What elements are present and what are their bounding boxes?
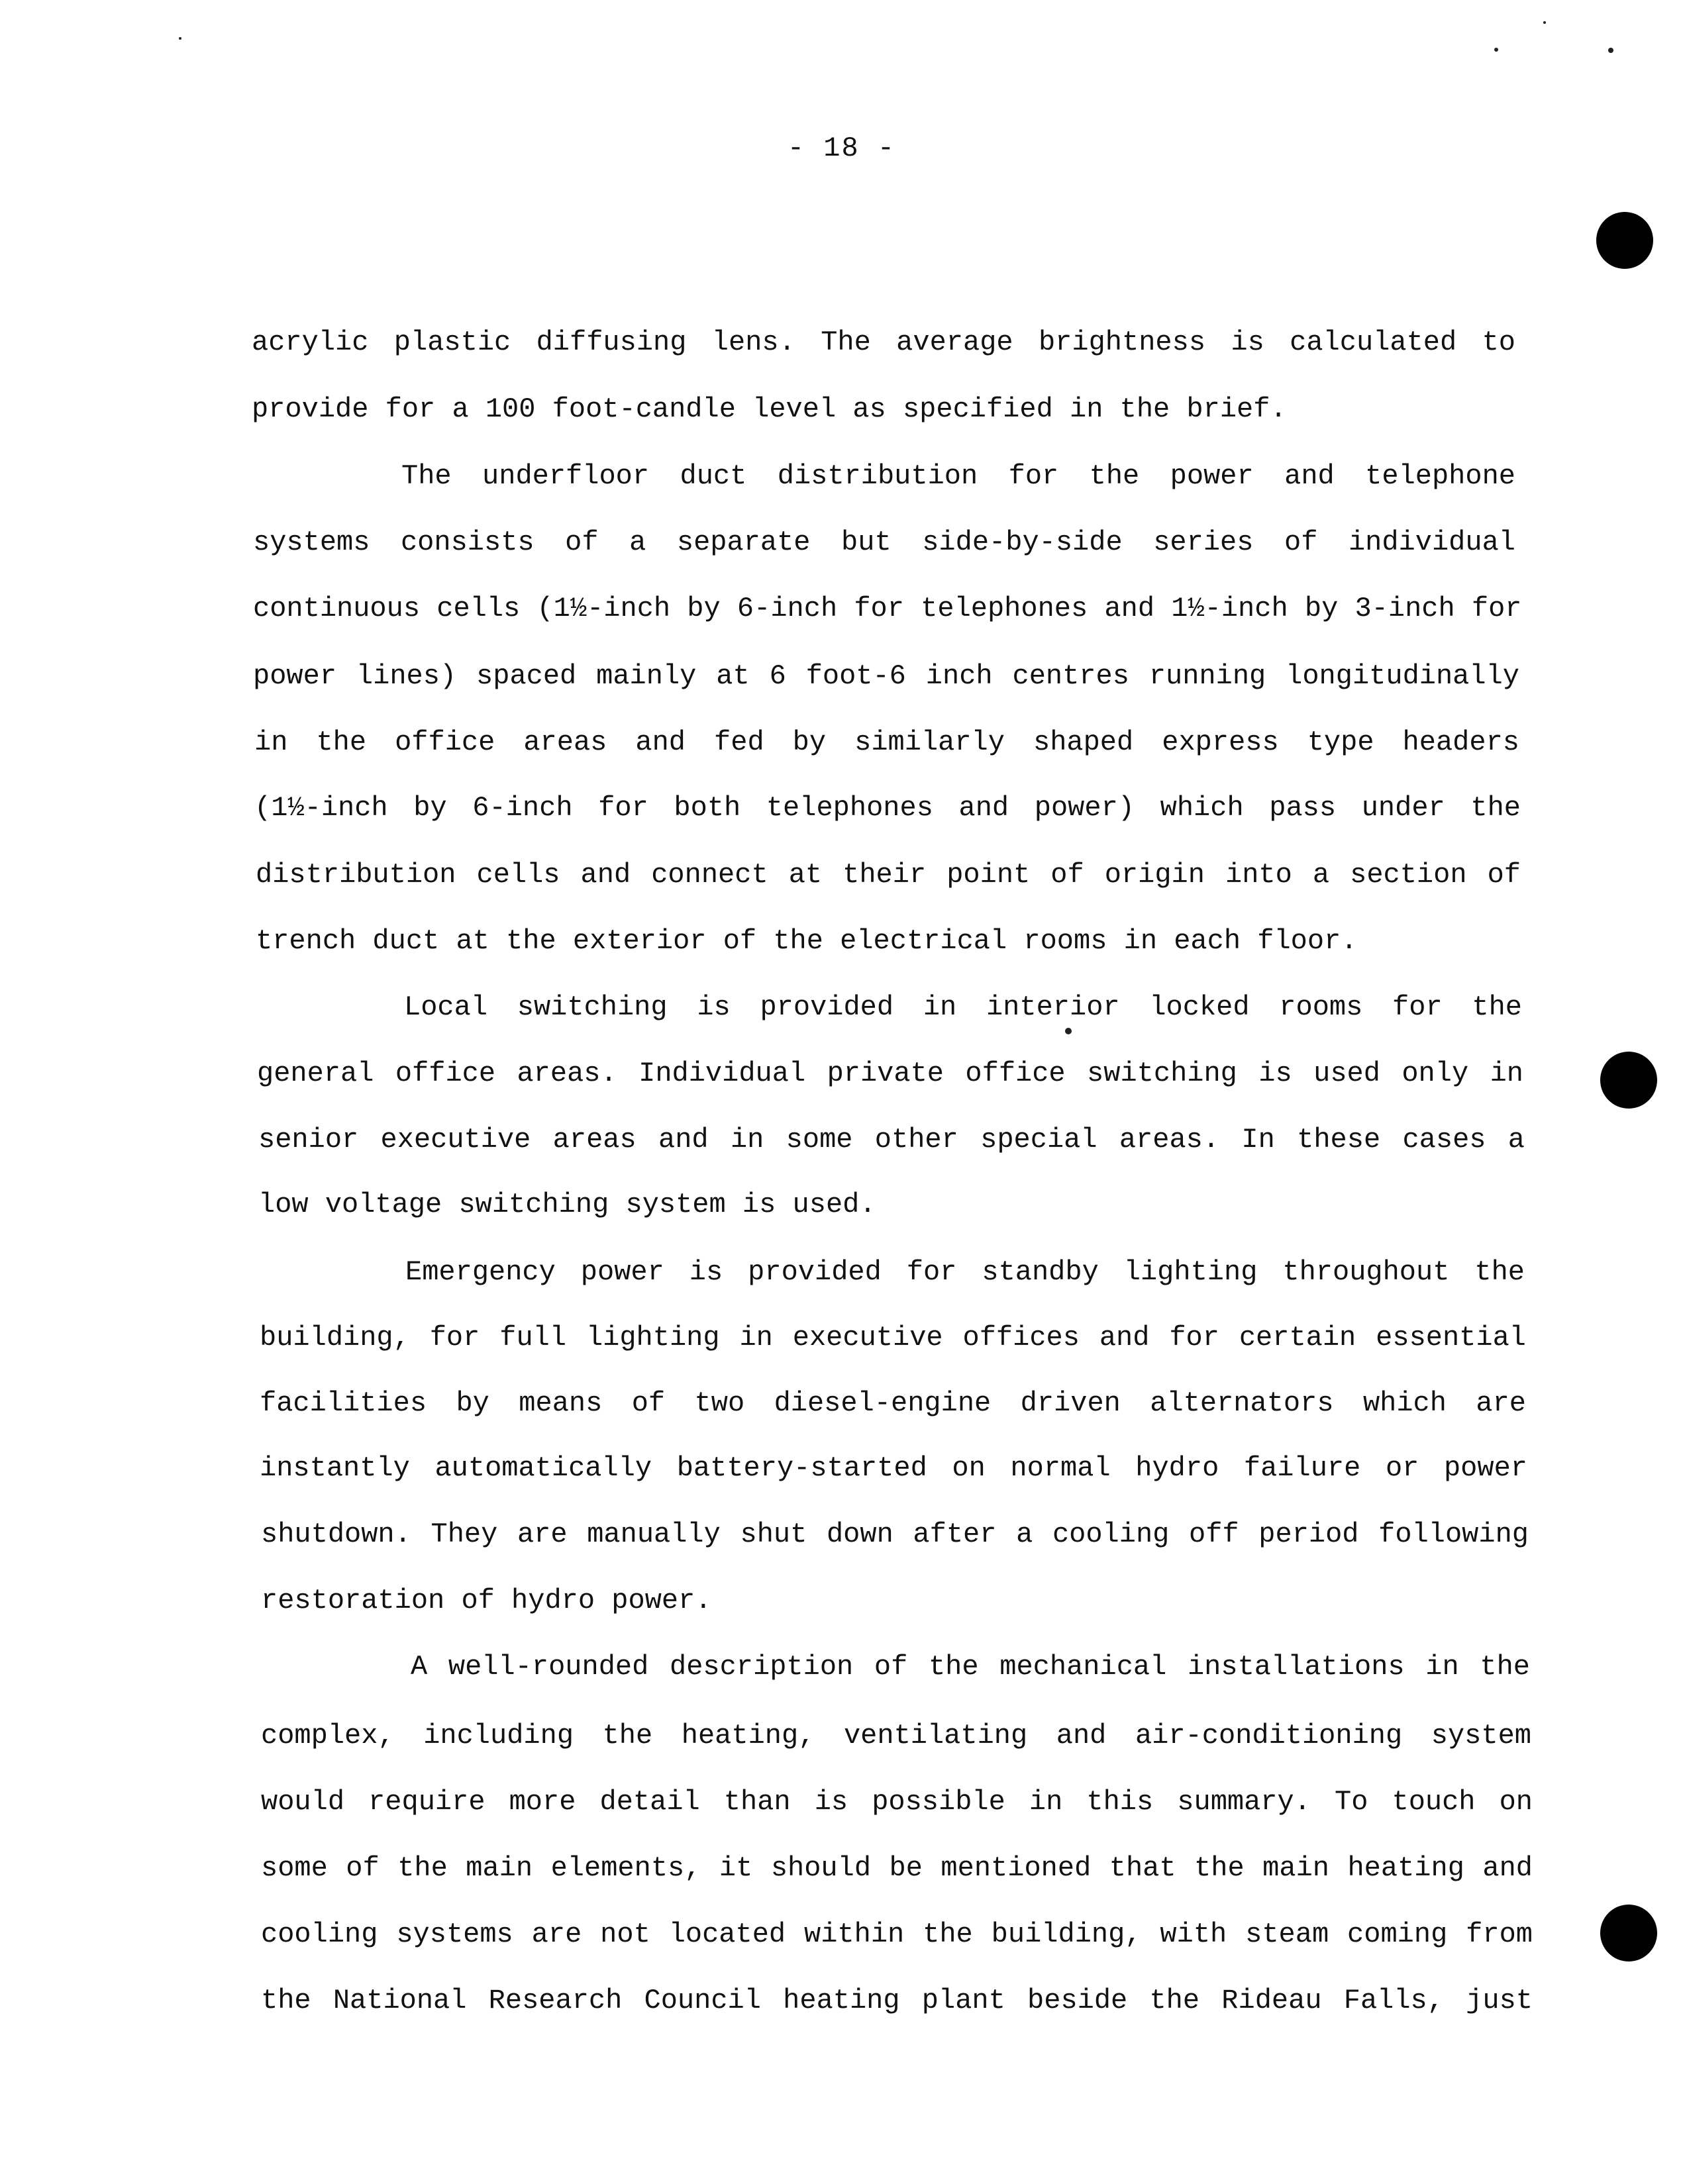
text-line: complex, including the heating, ventilating and air-conditioning system bbox=[261, 1720, 1531, 1752]
text-line: (1½-inch by 6-inch for both telephones and power) which pass under the bbox=[254, 792, 1521, 824]
text-line: The underfloor duct distribution for the power and telephone bbox=[401, 460, 1515, 492]
text-line: power lines) spaced mainly at 6 foot-6 inch centres running longitudinally bbox=[253, 660, 1519, 692]
scan-speck bbox=[1543, 21, 1546, 24]
text-line: building, for full lighting in executive offices and for certain essential bbox=[260, 1322, 1526, 1354]
scan-speck bbox=[1065, 1028, 1072, 1034]
text-line: the National Research Council heating plant beside the Rideau Falls, just bbox=[261, 1985, 1533, 2016]
scan-speck bbox=[1494, 48, 1498, 52]
text-line: distribution cells and connect at their point of origin into a section of bbox=[256, 859, 1521, 891]
text-line: A well-rounded description of the mechanical installations in the bbox=[411, 1651, 1530, 1683]
text-line: in the office areas and fed by similarly shaped express type headers bbox=[254, 726, 1519, 758]
text-line: general office areas. Individual private office switching is used only in bbox=[257, 1058, 1523, 1089]
text-line: trench duct at the exterior of the electrical rooms in each floor. bbox=[256, 925, 1358, 957]
text-line: senior executive areas and in some other special areas. In these cases a bbox=[258, 1124, 1525, 1156]
text-line: low voltage switching system is used. bbox=[258, 1189, 876, 1220]
scan-speck bbox=[1608, 48, 1613, 53]
text-line: instantly automatically battery-started on normal hydro failure or power bbox=[260, 1452, 1527, 1484]
text-line: Local switching is provided in interior locked rooms for the bbox=[404, 991, 1522, 1023]
page-number: - 18 - bbox=[787, 132, 896, 164]
text-line: Emergency power is provided for standby lighting throughout the bbox=[405, 1256, 1525, 1288]
text-line: shutdown. They are manually shut down after a cooling off period following bbox=[261, 1518, 1529, 1550]
scan-speck bbox=[179, 37, 181, 40]
text-line: systems consists of a separate but side-by-side series of individual bbox=[253, 526, 1515, 558]
text-line: cooling systems are not located within the building, with steam coming from bbox=[261, 1918, 1533, 1950]
text-line: provide for a 100 foot-candle level as specified in the brief. bbox=[252, 393, 1287, 425]
punch-hole-top bbox=[1596, 212, 1653, 269]
text-line: continuous cells (1½-inch by 6-inch for telephones and 1½-inch by 3-inch for bbox=[253, 593, 1522, 624]
text-line: restoration of hydro power. bbox=[261, 1585, 712, 1616]
text-line: acrylic plastic diffusing lens. The average brightness is calculated to bbox=[252, 326, 1515, 358]
text-line: would require more detail than is possible in this summary. To touch on bbox=[261, 1786, 1533, 1818]
text-line: facilities by means of two diesel-engine driven alternators which are bbox=[260, 1387, 1526, 1419]
text-line: some of the main elements, it should be mentioned that the main heating and bbox=[261, 1852, 1533, 1884]
punch-hole-bottom bbox=[1600, 1905, 1657, 1961]
punch-hole-middle bbox=[1600, 1052, 1657, 1109]
